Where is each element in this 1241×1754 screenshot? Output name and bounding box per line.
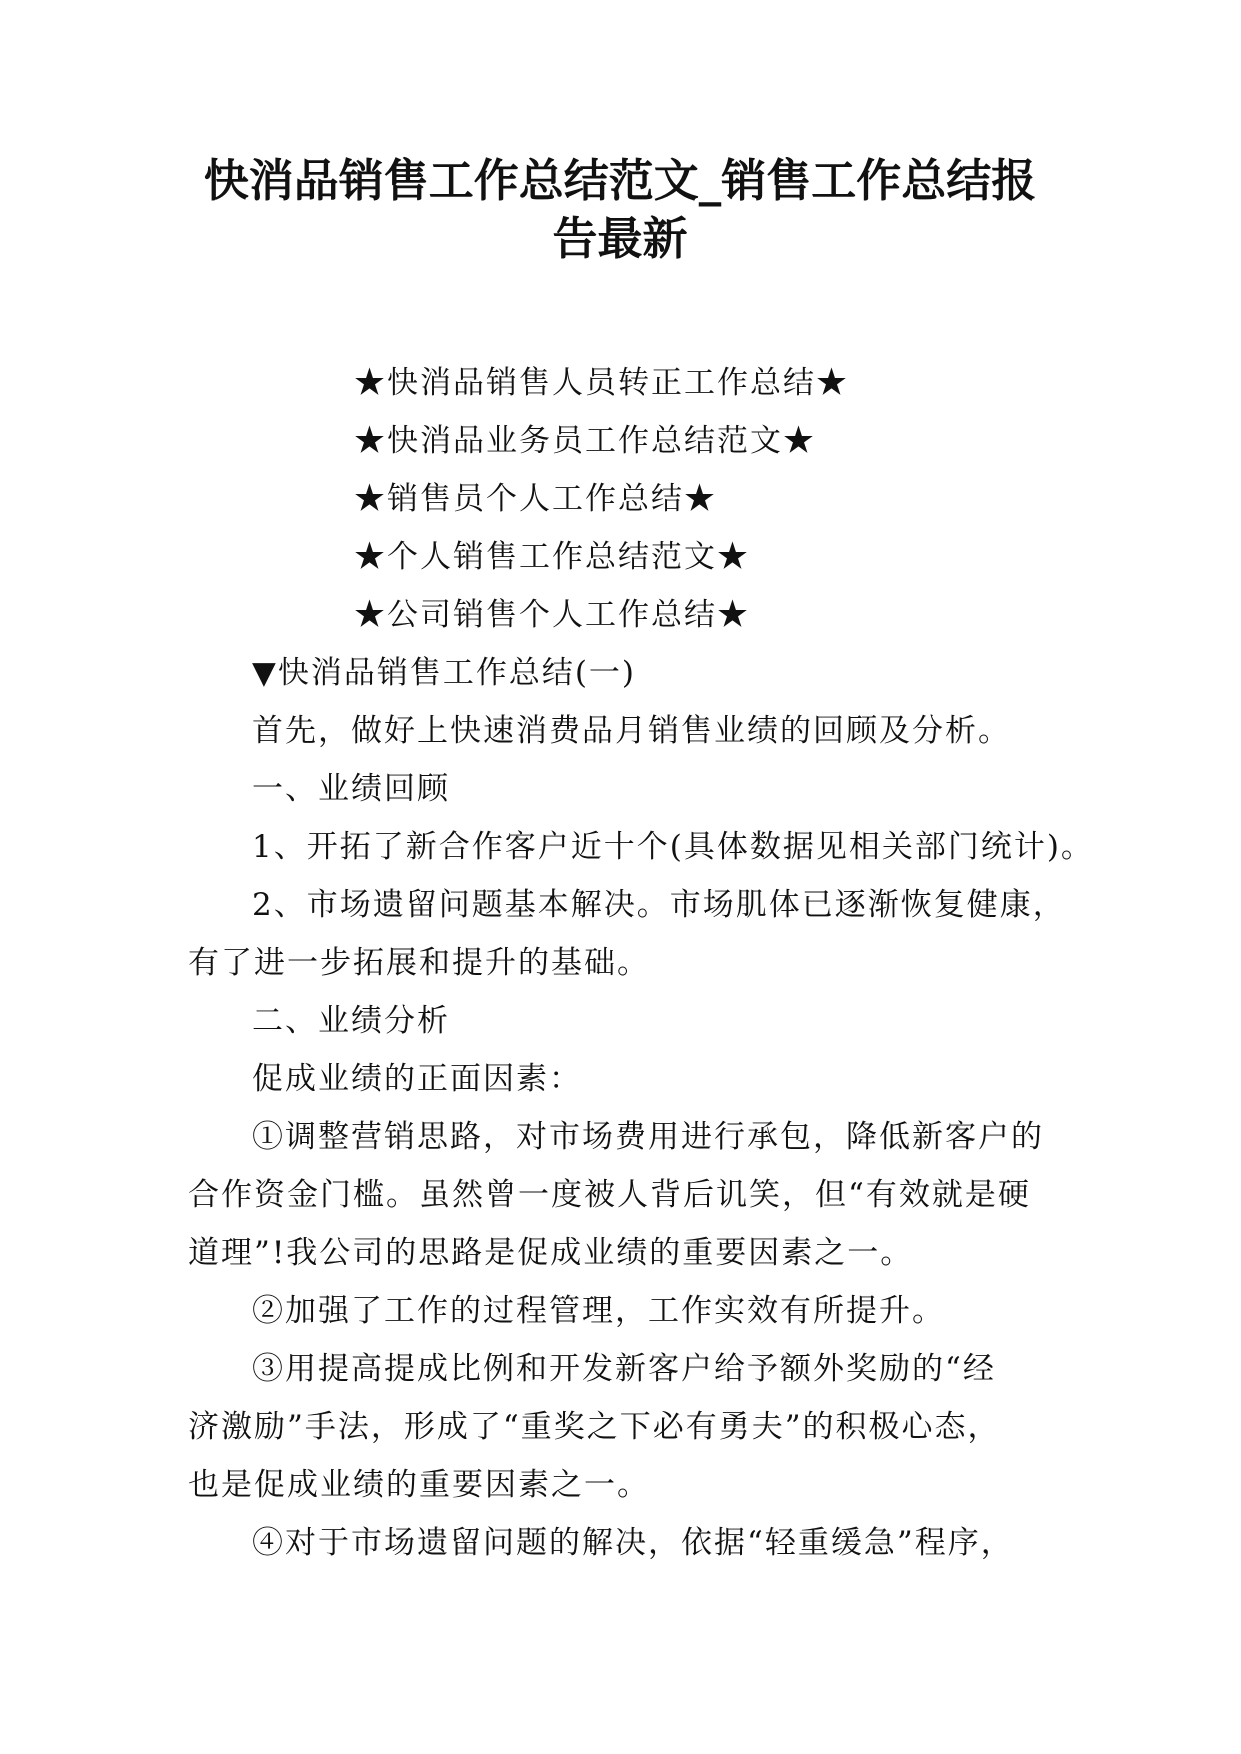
related-articles-list <box>354 354 849 644</box>
related-article-link[interactable]: ★个人销售工作总结范文★ <box>354 539 750 575</box>
body-line: 有了进一步拓展和提升的基础。 <box>188 945 650 981</box>
body-line: 济激励”手法，形成了“重奖之下必有勇夫”的积极心态， <box>188 1409 1001 1445</box>
body-line: 2、市场遗留问题基本解决。市场肌体已逐渐恢复健康， <box>252 887 1066 923</box>
body-line: ①调整营销思路，对市场费用进行承包，降低新客户的 <box>252 1119 1044 1155</box>
body-line: ③用提高提成比例和开发新客户给予额外奖励的“经 <box>252 1351 996 1387</box>
body-line: 道理”!我公司的思路是促成业绩的重要因素之一。 <box>188 1235 914 1271</box>
body-line: 1、开拓了新合作客户近十个(具体数据见相关部门统计)。 <box>252 829 1094 865</box>
related-article-link[interactable]: ★公司销售个人工作总结★ <box>354 597 750 633</box>
body-line: ②加强了工作的过程管理，工作实效有所提升。 <box>252 1293 945 1329</box>
body-line: ④对于市场遗留问题的解决，依据“轻重缓急”程序， <box>252 1525 1014 1561</box>
section-heading: ▼快消品销售工作总结(一) <box>252 655 637 691</box>
title-line-1: 快消品销售工作总结范文_销售工作总结报 <box>203 154 1037 207</box>
body-line: 首先，做好上快速消费品月销售业绩的回顾及分析。 <box>252 713 1011 749</box>
related-article-link[interactable]: ★销售员个人工作总结★ <box>354 481 717 517</box>
subsection-heading: 一、业绩回顾 <box>252 771 450 807</box>
related-article-link[interactable]: ★快消品业务员工作总结范文★ <box>354 423 816 459</box>
document-body <box>188 644 1094 1572</box>
body-line: 合作资金门槛。虽然曾一度被人背后讥笑，但“有效就是硬 <box>188 1177 1031 1213</box>
body-line: 促成业绩的正面因素： <box>252 1061 582 1097</box>
title-line-2: 告最新 <box>552 212 688 265</box>
document-title <box>170 152 1070 268</box>
body-line: 也是促成业绩的重要因素之一。 <box>188 1467 650 1503</box>
related-article-link[interactable]: ★快消品销售人员转正工作总结★ <box>354 365 849 401</box>
subsection-heading: 二、业绩分析 <box>252 1003 450 1039</box>
